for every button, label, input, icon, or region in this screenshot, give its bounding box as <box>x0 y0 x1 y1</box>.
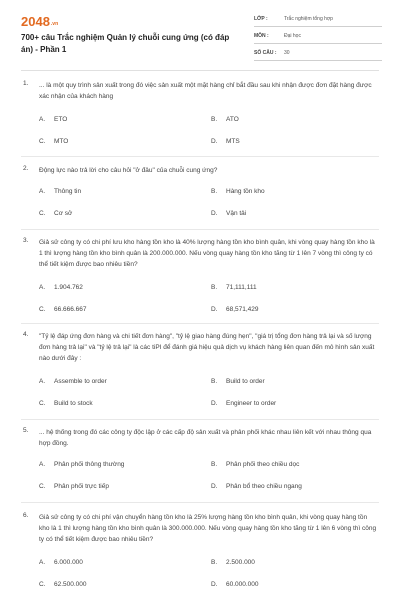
option-a[interactable] <box>39 461 124 468</box>
option-text: Phân phối trực tiếp <box>54 483 109 490</box>
option-text: Vận tải <box>226 210 247 217</box>
option-letter: C. <box>39 400 46 407</box>
meta-value: Trắc nghiệm tổng hợp <box>284 16 333 22</box>
option-letter: A. <box>39 461 46 468</box>
option-letter: C. <box>39 306 46 313</box>
document-title: 700+ câu Trắc nghiệm Quản lý chuỗi cung ứng (có đáp án) - Phần 1 <box>21 33 230 54</box>
option-text: Thông tin <box>54 188 82 195</box>
option-b[interactable] <box>211 188 265 195</box>
meta-row-class <box>254 13 382 27</box>
option-c[interactable] <box>39 210 72 217</box>
option-letter: B. <box>211 284 218 291</box>
option-b[interactable] <box>211 559 255 566</box>
option-letter: A. <box>39 284 46 291</box>
option-a[interactable] <box>39 116 67 123</box>
option-d[interactable] <box>211 581 259 588</box>
option-letter: B. <box>211 378 218 385</box>
option-text: 6.000.000 <box>54 559 83 566</box>
meta-value: 30 <box>284 50 290 56</box>
option-b[interactable] <box>211 378 265 385</box>
question-number: 3. <box>23 237 29 244</box>
question-text: Giả sử công ty có chi phí vận chuyển hàng tồn kho là 25% lượng hàng tồn kho bình quân, khi vòng quay hàng tồn kho là 1 thì lượng hàng tồn kho bình quân là 300.000.000. Nếu vòng quay hàng tồn kho tăng từ 1 lên 6 vòng thì công ty có thể tiết kiệm được bao nhiêu tiền? <box>39 514 377 543</box>
option-text: Phân phối thông thường <box>54 461 125 468</box>
question-divider <box>21 229 379 230</box>
question-text: Động lực nào trả lời cho câu hỏi "ở đâu" của chuỗi cung ứng? <box>39 167 218 174</box>
option-text: 1.904.762 <box>54 284 83 291</box>
option-text: Hàng tồn kho <box>226 188 265 195</box>
question-number: 4. <box>23 331 29 338</box>
option-a[interactable] <box>39 188 81 195</box>
option-b[interactable] <box>211 116 239 123</box>
meta-label: SỐ CÂU : <box>254 50 277 56</box>
page-header <box>0 0 400 70</box>
question-text: Giả sử công ty có chi phí lưu kho hàng tồn kho là 40% lượng hàng tồn kho bình quân, khi vòng quay hàng tồn kho là 1 thì lượng hàng tồn kho bình quân là 200.000.000. Nếu vòng quay hàng tồn kho tăng từ 1 lên 7 vòng thì công ty có thể tiết kiệm được bao nhiêu tiền? <box>39 239 375 268</box>
option-letter: B. <box>211 188 218 195</box>
meta-row-count <box>254 47 382 61</box>
option-letter: C. <box>39 483 46 490</box>
option-text: Cơ sở <box>54 210 73 217</box>
option-a[interactable] <box>39 284 83 291</box>
option-text: Phân bổ theo chiều ngang <box>226 483 302 490</box>
question-text: "Tỷ lệ đáp ứng đơn hàng và chi tiết đơn hàng", "tỷ lệ giao hàng đúng hẹn", "giá trị tổng đơn hàng trả lại và số lượng đơn hàng trả lại" và "tỷ lệ trả lại" là các tiPI để đánh giá hiệu quả dịch vụ khách hàng liên quan đến mô hình sản xuất nào dưới đây : <box>39 333 375 362</box>
option-letter: A. <box>39 188 46 195</box>
site-logo[interactable] <box>21 14 58 29</box>
option-c[interactable] <box>39 306 87 313</box>
option-a[interactable] <box>39 378 107 385</box>
option-letter: C. <box>39 581 46 588</box>
option-text: 62.500.000 <box>54 581 87 588</box>
option-d[interactable] <box>211 400 276 407</box>
meta-value: Đại học <box>284 33 301 39</box>
option-letter: B. <box>211 559 218 566</box>
meta-label: LỚP : <box>254 16 268 22</box>
option-letter: B. <box>211 116 218 123</box>
question-text: ... hệ thống trong đó các công ty độc lập ở các cấp độ sản xuất và phân phối khác nhau liên kết với nhau thông qua hợp đồng. <box>39 429 372 447</box>
option-d[interactable] <box>211 210 246 217</box>
option-letter: D. <box>211 138 218 145</box>
question-number: 2. <box>23 165 29 172</box>
logo-main: 2048 <box>21 14 50 29</box>
option-letter: B. <box>211 461 218 468</box>
option-letter: D. <box>211 483 218 490</box>
option-d[interactable] <box>211 138 240 145</box>
option-text: 2.500.000 <box>226 559 255 566</box>
option-text: ATO <box>226 116 239 123</box>
question-number: 6. <box>23 512 29 519</box>
question-text: ... là một quy trình sản xuất trong đó việc sản xuất một mặt hàng chỉ bắt đầu sau khi nhận được đơn đặt hàng được xác nhận của khách hàng <box>39 82 372 100</box>
option-text: 66.666.667 <box>54 306 87 313</box>
logo-sub: .vn <box>50 21 59 27</box>
option-text: Assemble to order <box>54 378 107 385</box>
option-d[interactable] <box>211 483 302 490</box>
question-number: 1. <box>23 80 29 87</box>
option-letter: C. <box>39 210 46 217</box>
question-divider <box>21 502 379 503</box>
question-divider <box>21 419 379 420</box>
option-letter: A. <box>39 559 46 566</box>
option-text: ETO <box>54 116 68 123</box>
option-text: MTS <box>226 138 240 145</box>
option-text: 68,571,429 <box>226 306 259 313</box>
option-c[interactable] <box>39 483 109 490</box>
meta-label: MÔN : <box>254 33 269 39</box>
option-d[interactable] <box>211 306 259 313</box>
option-letter: A. <box>39 378 46 385</box>
option-a[interactable] <box>39 559 83 566</box>
option-b[interactable] <box>211 461 299 468</box>
option-text: Engineer to order <box>226 400 277 407</box>
option-c[interactable] <box>39 400 93 407</box>
option-c[interactable] <box>39 581 87 588</box>
question-number: 5. <box>23 427 29 434</box>
option-c[interactable] <box>39 138 68 145</box>
option-text: MTO <box>54 138 69 145</box>
option-letter: A. <box>39 116 46 123</box>
meta-panel <box>254 13 382 64</box>
meta-row-subject <box>254 30 382 44</box>
option-text: 60.000.000 <box>226 581 259 588</box>
option-b[interactable] <box>211 284 257 291</box>
header-divider <box>21 70 379 71</box>
option-letter: C. <box>39 138 46 145</box>
option-letter: D. <box>211 581 218 588</box>
question-divider <box>21 323 379 324</box>
option-text: Build to stock <box>54 400 93 407</box>
option-text: 71,111,111 <box>226 284 257 291</box>
option-letter: D. <box>211 306 218 313</box>
option-text: Build to order <box>226 378 265 385</box>
option-text: Phân phối theo chiều dọc <box>226 461 300 468</box>
question-divider <box>21 156 379 157</box>
option-letter: D. <box>211 400 218 407</box>
option-letter: D. <box>211 210 218 217</box>
